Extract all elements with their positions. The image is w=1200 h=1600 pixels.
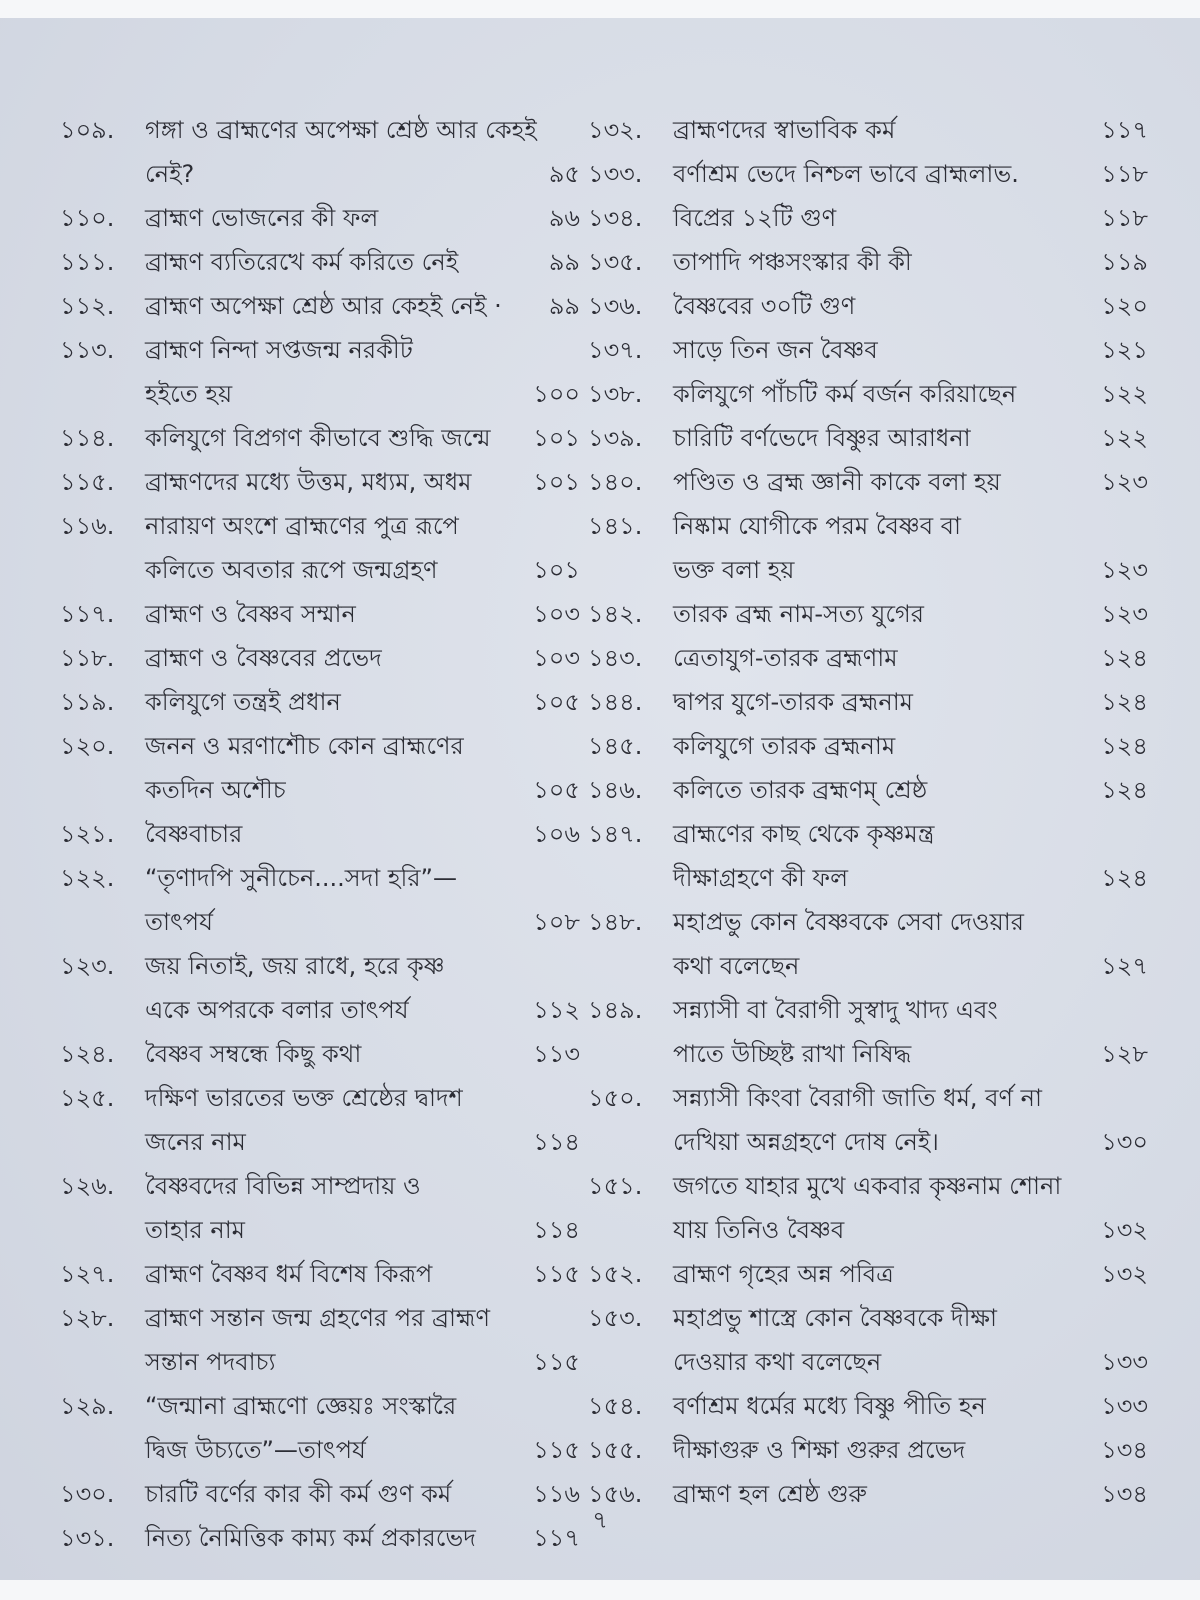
entry-page-number: ১০০ [533,380,580,408]
toc-entry [60,592,580,636]
entry-number: ১৫৪. [588,1392,643,1420]
entry-page-number: ১২৩ [1101,556,1148,584]
toc-entry [60,1164,580,1252]
toc-entry [60,284,580,328]
toc-entry [588,768,1148,812]
toc-entry [588,724,1148,768]
entry-page-number: ১১৫ [533,1260,580,1288]
entry-number: ১৪৩. [588,644,643,672]
entry-title-line: কলিযুগে পাঁচটি কর্ম বর্জন করিয়াছেন [673,380,1017,408]
entry-title-line: চারিটি বর্ণভেদে বিষ্ণুর আরাধনা [673,424,971,452]
entry-number: ১১৬. [60,512,115,540]
entry-number: ১১৩. [60,336,115,364]
page-number: ৭ [592,1506,608,1534]
entry-title-line: বৈষ্ণবদের বিভিন্ন সাম্প্রদায় ও [145,1172,421,1200]
entry-number: ১৩৫. [588,248,643,276]
entry-title-line: একে অপরকে বলার তাৎপর্য [145,996,409,1024]
entry-number: ১৩৪. [588,204,643,232]
toc-entry [60,108,580,196]
entry-title-line: ব্রাহ্মণ অপেক্ষা শ্রেষ্ঠ আর কেহই নেই · [145,292,502,320]
entry-page-number: ১১২ [533,996,580,1024]
toc-entry [60,944,580,1032]
toc-entry [588,636,1148,680]
entry-page-number: ১৩২ [1101,1216,1148,1244]
toc-entry [588,1164,1148,1252]
entry-page-number: ১০৫ [533,688,580,716]
entry-number: ১০৯. [60,116,115,144]
entry-number: ১৫২. [588,1260,643,1288]
entry-page-number: ১২৭ [1101,952,1148,980]
toc-entry [588,284,1148,328]
entry-title-line: কথা বলেছেন [673,952,800,980]
entry-page-number: ১০১ [533,468,580,496]
toc-entry [60,504,580,592]
entry-number: ১১০. [60,204,115,232]
entry-number: ১৪২. [588,600,643,628]
entry-title-line: দীক্ষাগ্রহণে কী ফল [673,864,848,892]
entry-title-line: নিষ্কাম যোগীকে পরম বৈষ্ণব বা [673,512,961,540]
entry-page-number: ১১৮ [1101,204,1148,232]
entry-page-number: ১১৫ [533,1436,580,1464]
entry-page-number: ১২৪ [1101,732,1148,760]
entry-number: ১৩৩. [588,160,643,188]
entry-number: ১৩৭. [588,336,643,364]
entry-title-line: বর্ণাশ্রম ভেদে নিশ্চল ভাবে ব্রাহ্মলাভ. [673,160,1019,188]
entry-title-line: ব্রাহ্মণ গৃহের অন্ন পবিত্র [673,1260,894,1288]
entry-title-line: তাৎপর্য [145,908,213,936]
entry-number: ১২৬. [60,1172,115,1200]
entry-title-line: ব্রাহ্মণ ও বৈষ্ণবের প্রভেদ [145,644,382,672]
entry-title-line: ব্রাহ্মণ বৈষ্ণব ধর্ম বিশেষ কিরূপ [145,1260,433,1288]
toc-entry [588,1252,1148,1296]
entry-title-line: ত্রেতাযুগ-তারক ব্রহ্মণাম [673,644,898,672]
entry-page-number: ৯৯ [548,292,580,320]
entry-page-number: ১১৩ [533,1040,580,1068]
toc-entry [60,724,580,812]
entry-title-line: হইতে হয় [145,380,233,408]
toc-entry [588,1384,1148,1428]
entry-page-number: ৯৫ [548,160,580,188]
entry-page-number: ১১৭ [1101,116,1148,144]
entry-title-line: “তৃণাদপি সুনীচেন....সদা হরি”— [145,864,457,892]
entry-title-line: কলিতে তারক ব্রহ্মণম্ শ্রেষ্ঠ [673,776,928,804]
entry-page-number: ১৩০ [1101,1128,1148,1156]
entry-number: ১২০. [60,732,115,760]
entry-title-line: দ্বিজ উচ্যতে”—তাৎপর্য [145,1436,366,1464]
entry-title-line: বৈষ্ণবের ৩০টি গুণ [673,292,856,320]
entry-number: ১২৫. [60,1084,115,1112]
toc-entry [588,812,1148,900]
entry-title-line: পাতে উচ্ছিষ্ট রাখা নিষিদ্ধ [673,1040,912,1068]
entry-title-line: চারটি বর্ণের কার কী কর্ম গুণ কর্ম [145,1480,452,1508]
entry-page-number: ১১৪ [533,1216,580,1244]
toc-entry [588,152,1148,196]
entry-page-number: ১২২ [1101,424,1148,452]
entry-page-number: ১০১ [533,556,580,584]
toc-entry [588,1076,1148,1164]
entry-page-number: ১২৪ [1101,776,1148,804]
toc-right-column [588,108,1148,1516]
entry-number: ১১২. [60,292,115,320]
entry-page-number: ১২৮ [1101,1040,1148,1068]
entry-number: ১৫৩. [588,1304,643,1332]
entry-number: ১২১. [60,820,115,848]
entry-title-line: কলিযুগে তন্ত্রই প্রধান [145,688,341,716]
entry-title-line: মহাপ্রভু শাস্ত্রে কোন বৈষ্ণবকে দীক্ষা [673,1304,997,1332]
entry-number: ১২৪. [60,1040,115,1068]
toc-entry [588,240,1148,284]
toc-entry [588,900,1148,988]
entry-page-number: ১০৩ [533,644,580,672]
entry-number: ১১৮. [60,644,115,672]
entry-page-number: ১৩৩ [1101,1392,1148,1420]
toc-entry [60,1076,580,1164]
entry-title-line: কলিতে অবতার রূপে জন্মগ্রহণ [145,556,438,584]
entry-number: ১১৭. [60,600,115,628]
entry-page-number: ১১৬ [533,1480,580,1508]
toc-entry [588,680,1148,724]
toc-entry [60,812,580,856]
entry-number: ১১৯. [60,688,115,716]
toc-entry [60,636,580,680]
entry-title-line: ব্রাহ্মণ হল শ্রেষ্ঠ গুরু [673,1480,867,1508]
entry-title-line: দেওয়ার কথা বলেছেন [673,1348,882,1376]
entry-number: ১১১. [60,248,115,276]
entry-title-line: বর্ণাশ্রম ধর্মের মধ্যে বিষ্ণু পীতি হন [673,1392,986,1420]
entry-page-number: ১০৩ [533,600,580,628]
entry-number: ১৫১. [588,1172,643,1200]
entry-number: ১৩৮. [588,380,643,408]
entry-title-line: ব্রাহ্মণ সন্তান জন্ম গ্রহণের পর ব্রাহ্মণ [145,1304,490,1332]
toc-entry [60,196,580,240]
entry-title-line: বৈষ্ণব সম্বন্ধে কিছু কথা [145,1040,362,1068]
entry-title-line: “জন্মানা ব্রাহ্মণো জ্ঞেয়ঃ সংস্কারৈ [145,1392,457,1420]
toc-entry [588,328,1148,372]
toc-entry [60,1032,580,1076]
entry-title-line: সন্তান পদবাচ্য [145,1348,276,1376]
entry-number: ১৪৬. [588,776,643,804]
entry-page-number: ১৩৪ [1101,1480,1148,1508]
entry-page-number: ১১৪ [533,1128,580,1156]
entry-page-number: ১২০ [1101,292,1148,320]
entry-title-line: কলিযুগে তারক ব্রহ্মনাম [673,732,896,760]
toc-entry [588,504,1148,592]
toc-entry [588,1428,1148,1472]
toc-left-column [60,108,580,1560]
entry-number: ১৫০. [588,1084,643,1112]
entry-number: ১২২. [60,864,115,892]
entry-title-line: মহাপ্রভু কোন বৈষ্ণবকে সেবা দেওয়ার [673,908,1024,936]
entry-title-line: জয় নিতাই, জয় রাধে, হরে কৃষ্ণ [145,952,445,980]
entry-page-number: ১৩৩ [1101,1348,1148,1376]
entry-page-number: ১২৩ [1101,468,1148,496]
toc-entry [60,1384,580,1472]
entry-number: ১১৫. [60,468,115,496]
entry-title-line: সন্ন্যাসী বা বৈরাগী সুস্বাদু খাদ্য এবং [673,996,998,1024]
entry-title-line: দেখিয়া অন্নগ্রহণে দোষ নেই। [673,1128,939,1156]
entry-page-number: ৯৬ [548,204,580,232]
entry-title-line: গঙ্গা ও ব্রাহ্মণের অপেক্ষা শ্রেষ্ঠ আর কেহই [145,116,537,144]
toc-entry [60,328,580,416]
entry-number: ১৩২. [588,116,643,144]
entry-title-line: কতদিন অশৌচ [145,776,286,804]
toc-entry [588,372,1148,416]
entry-number: ১৪৪. [588,688,643,716]
entry-title-line: নেই? [145,160,195,188]
entry-page-number: ১১৫ [533,1348,580,1376]
entry-page-number: ৯৯ [548,248,580,276]
book-page [0,18,1200,1580]
entry-title-line: নারায়ণ অংশে ব্রাহ্মণের পুত্র রূপে [145,512,459,540]
toc-entry [60,460,580,504]
entry-number: ১৪৮. [588,908,643,936]
entry-page-number: ১০১ [533,424,580,452]
entry-page-number: ১১৭ [533,1524,580,1552]
entry-number: ১৩১. [60,1524,115,1552]
entry-title-line: ব্রাহ্মণ নিন্দা সপ্তজন্ম নরকীট [145,336,413,364]
toc-entry [60,680,580,724]
entry-page-number: ১২৪ [1101,864,1148,892]
entry-number: ১৪৭. [588,820,643,848]
entry-page-number: ১২১ [1101,336,1148,364]
entry-title-line: ব্রাহ্মণদের স্বাভাবিক কর্ম [673,116,896,144]
entry-title-line: দীক্ষাগুরু ও শিক্ষা গুরুর প্রভেদ [673,1436,966,1464]
entry-title-line: জনের নাম [145,1128,246,1156]
entry-number: ১৩০. [60,1480,115,1508]
entry-title-line: ব্রাহ্মণ ভোজনের কী ফল [145,204,379,232]
entry-title-line: জগতে যাহার মুখে একবার কৃষ্ণনাম শোনা [673,1172,1062,1200]
toc-entry [60,856,580,944]
entry-title-line: পণ্ডিত ও ব্রহ্ম জ্ঞানী কাকে বলা হয় [673,468,1001,496]
entry-title-line: দক্ষিণ ভারতের ভক্ত শ্রেষ্ঠের দ্বাদশ [145,1084,463,1112]
entry-number: ১২৯. [60,1392,115,1420]
toc-entry [60,1252,580,1296]
entry-number: ১৫৫. [588,1436,643,1464]
toc-entry [60,416,580,460]
entry-number: ১৪১. [588,512,643,540]
entry-title-line: বৈষ্ণবাচার [145,820,243,848]
toc-entry [588,196,1148,240]
entry-page-number: ১১৯ [1101,248,1148,276]
entry-page-number: ১৩২ [1101,1260,1148,1288]
entry-page-number: ১২২ [1101,380,1148,408]
entry-page-number: ১২৪ [1101,644,1148,672]
entry-number: ১৪০. [588,468,643,496]
entry-page-number: ১০৮ [533,908,580,936]
entry-page-number: ১৩৪ [1101,1436,1148,1464]
toc-entry [588,416,1148,460]
entry-title-line: জনন ও মরণাশৌচ কোন ব্রাহ্মণের [145,732,464,760]
entry-title-line: ব্রাহ্মণ ও বৈষ্ণব সম্মান [145,600,356,628]
toc-entry [60,240,580,284]
entry-title-line: যায় তিনিও বৈষ্ণব [673,1216,845,1244]
entry-number: ১২৩. [60,952,115,980]
entry-number: ১৫৬. [588,1480,643,1508]
entry-title-line: তাহার নাম [145,1216,245,1244]
entry-number: ১১৪. [60,424,115,452]
entry-title-line: ব্রাহ্মণ ব্যতিরেখে কর্ম করিতে নেই [145,248,459,276]
entry-title-line: কলিযুগে বিপ্রগণ কীভাবে শুদ্ধি জন্মে [145,424,491,452]
toc-entry [588,988,1148,1076]
toc-entry [588,1296,1148,1384]
entry-page-number: ১০৫ [533,776,580,804]
toc-entry [60,1296,580,1384]
entry-title-line: সাড়ে তিন জন বৈষ্ণব [673,336,878,364]
entry-title-line: দ্বাপর যুগে-তারক ব্রহ্মনাম [673,688,913,716]
entry-title-line: সন্ন্যাসী কিংবা বৈরাগী জাতি ধর্ম, বর্ণ না [673,1084,1042,1112]
entry-page-number: ১০৬ [533,820,580,848]
entry-page-number: ১২৪ [1101,688,1148,716]
entry-title-line: ব্রাহ্মণদের মধ্যে উত্তম, মধ্যম, অধম [145,468,472,496]
entry-number: ১৩৬. [588,292,643,320]
toc-entry [588,108,1148,152]
entry-number: ১৪৫. [588,732,643,760]
entry-number: ১২৮. [60,1304,115,1332]
entry-number: ১৩৯. [588,424,643,452]
entry-page-number: ১১৮ [1101,160,1148,188]
entry-page-number: ১২৩ [1101,600,1148,628]
entry-number: ১২৭. [60,1260,115,1288]
entry-title-line: ব্রাহ্মণের কাছ থেকে কৃষ্ণমন্ত্র [673,820,935,848]
entry-number: ১৪৯. [588,996,643,1024]
toc-entry [588,460,1148,504]
entry-title-line: ভক্ত বলা হয় [673,556,795,584]
entry-title-line: নিত্য নৈমিত্তিক কাম্য কর্ম প্রকারভেদ [145,1524,476,1552]
entry-title-line: তাপাদি পঞ্চসংস্কার কী কী [673,248,912,276]
entry-title-line: তারক ব্রহ্ম নাম-সত্য যুগের [673,600,924,628]
entry-title-line: বিপ্রের ১২টি গুণ [673,204,837,232]
toc-entry [588,592,1148,636]
